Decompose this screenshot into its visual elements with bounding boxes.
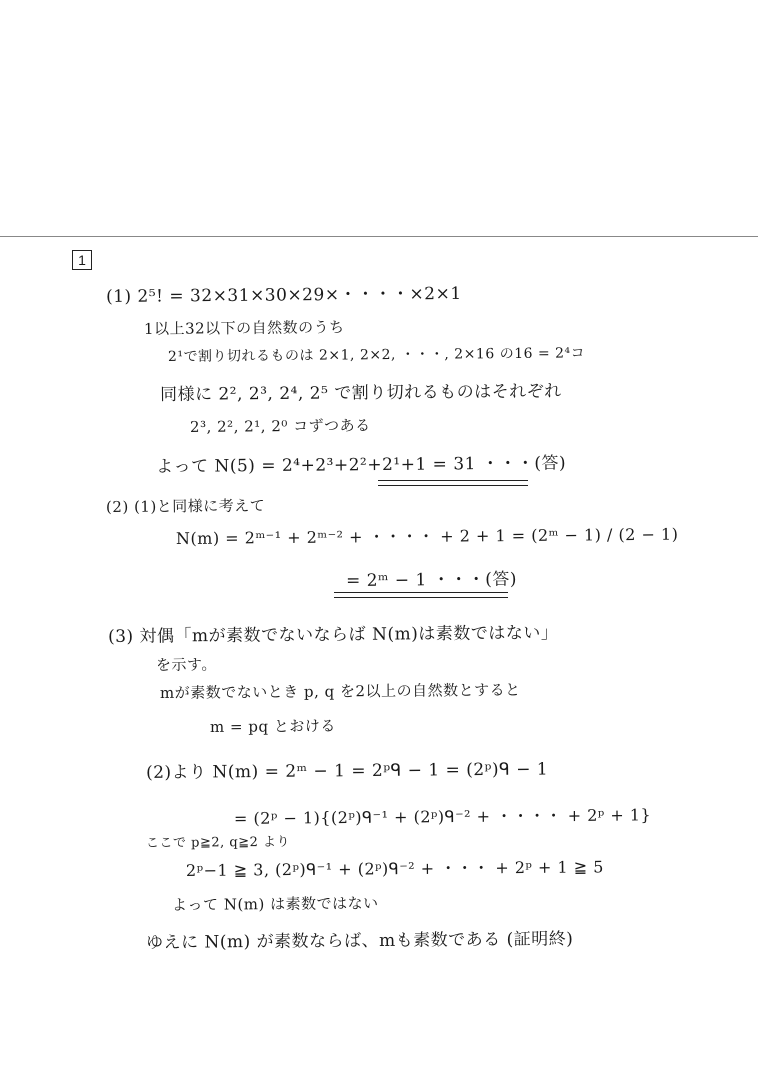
part1-line3: 2¹で割り切れるものは 2×1, 2×2, ・・・, 2×16 の16 = 2⁴コ (167, 345, 586, 365)
part3-conclusion: ゆえに N(m) が素数ならば、mも素数である (証明終) (145, 929, 574, 953)
problem-number-box: 1 (72, 250, 92, 270)
part3-line1: (3) 対偶「mが素数でないならば N(m)は素数ではない」 (107, 623, 559, 647)
part1-line5: 2³, 2², 2¹, 2⁰ コずつある (189, 416, 371, 436)
part3-line6: = (2ᵖ − 1){(2ᵖ)ᑫ⁻¹ + (2ᵖ)ᑫ⁻² + ・・・・ + 2ᵖ + 1} (233, 805, 652, 828)
part1-line1: (1) 2⁵! = 32×31×30×29×・・・・×2×1 (105, 283, 462, 307)
part3-line2: を示す。 (155, 655, 217, 674)
part1-answer-underline (378, 480, 528, 486)
part1-answer: よって N(5) = 2⁴+2³+2²+2¹+1 = 31 ・・・(答) (155, 453, 567, 477)
part3-line4: m = pq とおける (209, 716, 336, 736)
part1-line2: 1以上32以下の自然数のうち (143, 318, 345, 338)
part3-line3: mが素数でないとき p, q を2以上の自然数とすると (159, 680, 521, 702)
part2-answer: = 2ᵐ − 1 ・・・(答) (345, 569, 518, 591)
part2-answer-underline (334, 592, 508, 598)
part3-line9: よって N(m) は素数ではない (171, 894, 379, 914)
part1-line4: 同様に 2², 2³, 2⁴, 2⁵ で割り切れるものはそれぞれ (159, 381, 562, 405)
part3-line5: (2)より N(m) = 2ᵐ − 1 = 2ᵖᑫ − 1 = (2ᵖ)ᑫ − 1 (145, 759, 549, 783)
part3-line7: ここで p≧2, q≧2 より (145, 834, 291, 851)
part3-line8: 2ᵖ−1 ≧ 3, (2ᵖ)ᑫ⁻¹ + (2ᵖ)ᑫ⁻² + ・・・ + 2ᵖ + 1 ≧ 5 (185, 857, 604, 880)
part2-line1: (2) (1)と同様に考えて (105, 496, 266, 516)
part2-line2: N(m) = 2ᵐ⁻¹ + 2ᵐ⁻² + ・・・・ + 2 + 1 = (2ᵐ − 1) / (2 − 1) (175, 524, 679, 548)
page-divider (0, 236, 758, 237)
